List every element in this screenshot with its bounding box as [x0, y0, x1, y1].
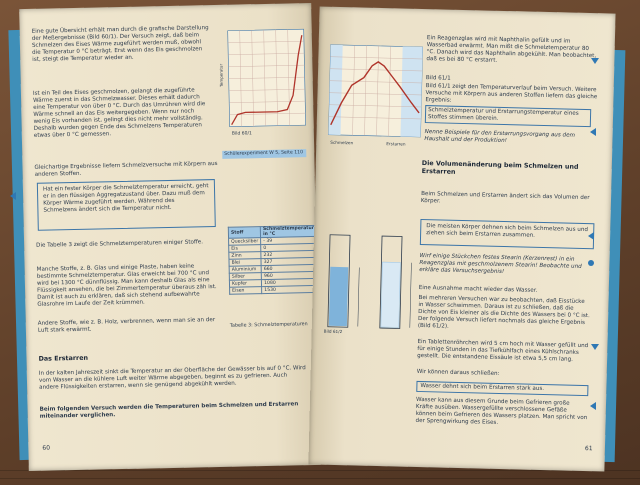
table-header-stoff: Stoff: [228, 227, 260, 239]
paragraph-7: Beim folgenden Versuch werden die Temperaturen beim Schmelzen und Erstarren miteinander verglichen.: [39, 401, 301, 420]
graph-label-schmelzen: Schmelzen: [330, 139, 354, 146]
table-cell: 960: [261, 271, 317, 279]
experiment-label: Schülerexperiment W 5, Seite 110: [224, 150, 304, 157]
rule-box-text: Hat ein fester Körper die Schmelztemperatur erreicht, geht er in den flüssigen Aggregatzustand über. Dazu muß dem Körper Wärme zugeführt werden. Während des Schmelzens ändert sich die Temperatur nicht.: [42, 183, 211, 214]
paragraph-6: In der kalten Jahreszeit sinkt die Temperatur an der Oberfläche der Gewässer bis auf 0 °C. Wird vom Wasser an die kühlere Luft weiter Wärme abgegeben, beginnt es zu gefrieren. Auch andere Flüssigkeiten erstarren, wenn sie genügend abgekühlt werden.: [38, 365, 308, 391]
water-column: [329, 267, 348, 326]
heading-erstarren: Das Erstarren: [38, 353, 89, 363]
tube-illustration: [322, 227, 421, 337]
rule-box: [37, 179, 216, 231]
page-number-left: 60: [42, 444, 51, 452]
wood-grain: [0, 478, 640, 479]
graph-label-erstarren: Erstarren: [386, 141, 406, 147]
table-cell: 1080: [262, 278, 318, 286]
ice-column: [381, 262, 401, 327]
table-cell: 0: [261, 243, 317, 251]
left-page: [19, 3, 321, 471]
graph-caption-right: Bild 61/1: [425, 75, 451, 82]
paragraph-9: Wir können daraus schließen:: [416, 368, 500, 377]
table-cell: Eisen: [230, 287, 262, 295]
margin-arrow-icon: [590, 128, 596, 136]
intro-text: Eine gute Übersicht erhält man durch die grafische Darstellung der Meßergebnisse (Bild 60/1). Der Versuch zeigt, daß beim Schmelzen des Eises Wärme zugeführt werden muß, obwohl die Temperatur 0 °C beträgt. Erst wenn das Eis geschmolzen ist, steigt die Temperatur wieder an.: [31, 25, 211, 63]
table-cell: Eis: [229, 245, 261, 253]
paragraph-5: Andere Stoffe, wie z. B. Holz, verbrennen, wenn man sie an der Luft stark erwärmt.: [37, 317, 217, 334]
table-cell: Kupfer: [229, 280, 261, 288]
table-cell: Quecksilber: [229, 238, 261, 246]
table-cell: Blei: [229, 259, 261, 267]
experiment-label-bar: [222, 149, 306, 159]
page-number-right: 61: [584, 445, 593, 453]
right-page: [308, 6, 615, 471]
paragraph-2: Bild 61/1 zeigt den Temperaturverlauf beim Versuch. Weitere Versuche mit Körpern aus anderen Stoffen liefern das gleiche Ergebnis:: [425, 83, 600, 104]
table-header-temp: Schmelztemperatur in °C: [260, 225, 316, 237]
table-cell: 1530: [262, 285, 318, 293]
rule-box-3: Wasser dehnt sich beim Erstarren stark aus.: [416, 381, 588, 396]
table-cell: Aluminium: [229, 266, 261, 274]
wood-grain: [0, 470, 640, 471]
paragraph-4: Beim Schmelzen und Erstarren ändert sich das Volumen der Körper.: [420, 190, 592, 205]
melting-table: [228, 225, 319, 295]
margin-arrow-icon: [10, 192, 16, 200]
graph-ylabel: Temperatur: [218, 63, 224, 87]
heading-volumenaenderung: Die Volumenänderung beim Schmelzen und Erstarren: [421, 158, 579, 176]
table-cell: - 39: [261, 236, 317, 244]
paragraph-5: Wirf einige Stückchen festes Stearin (Kerzenrest) in ein Reagenzglas mit geschmolzenem Stearin! Beobachte und erkläre das Versuchsergebnis!: [419, 252, 584, 276]
paragraph-3: Gleichartige Ergebnisse liefern Schmelzversuche mit Körpern aus anderen Stoffen.: [34, 160, 220, 178]
paragraph-6: Eine Ausnahme macht wieder das Wasser.: [418, 284, 538, 294]
table-cell: Silber: [229, 273, 261, 281]
margin-arrow-icon: [591, 344, 599, 350]
table-cell: Zinn: [229, 252, 261, 260]
paragraph-8: Ein Tablettenröhrchen wird 5 cm hoch mit Wasser gefüllt und für einige Stunden in das Tiefkühlfach eines Kühlschranks gestellt. Die entstandene Eissäule ist etwa 5,5 cm lang.: [417, 338, 591, 363]
table-cell: 327: [261, 257, 317, 265]
paragraph-10: Wasser kann aus diesem Grunde beim Gefrieren große Kräfte ausüben. Wassergefüllte verschlossene Gefäße können beim Gefrieren des Wassers platzen. Man spricht von der Sprengwirkung des Eises.: [415, 396, 590, 426]
rule-box-1: Schmelztemperatur und Erstarrungstemperatur eines Stoffes stimmen überein.: [425, 105, 591, 127]
tube-caption: Bild 61/2: [323, 328, 343, 335]
table-caption: Tabelle 3: Schmelztemperaturen: [229, 322, 308, 329]
table-reference: Die Tabelle 3 zeigt die Schmelztemperaturen einiger Stoffe.: [36, 239, 204, 249]
margin-arrow-icon: [588, 232, 594, 240]
temperature-graph: [216, 25, 310, 137]
melt-freeze-graph: [324, 41, 427, 153]
paragraph-1: Ein Reagenzglas wird mit Naphthalin gefüllt und im Wasserbad erwärmt. Man mißt die Schmelztemperatur 80 °C. Danach wird das Naphthalin abgekühlt. Man beobachtet, daß es bei 80 °C erstarrt.: [426, 35, 599, 64]
rule-box-2: [420, 219, 595, 249]
rule-box-2-text: Die meisten Körper dehnen sich beim Schmelzen aus und ziehen sich beim Erstarren zusammen.: [426, 223, 590, 239]
graph-caption: Bild 60/1: [231, 131, 252, 137]
paragraph-4: Manche Stoffe, z. B. Glas und einige Plaste, haben keine bestimmte Schmelztemperatur. Glas erweicht bei 700 °C und wird bei 1300 °C dünnflüssig. Man kann deshalb Glas als eine Flüssigkeit ansehen, die bei Zimmertemperatur überaus zäh ist. Damit ist auch zu erklären, daß sich stehend aufbewahrte Glasrohre im Laufe der Zeit krümmen.: [36, 263, 219, 308]
margin-arrow-icon: [590, 402, 596, 410]
paragraph-7: Bei mehreren Versuchen war zu beobachten, daß Eisstücke in Wasser schwimmen. Daraus ist zu schließen, daß die Dichte von Eis kleiner als die Dichte des Wassers bei 0 °C ist. Der folgende Versuch liefert nochmals das gleiche Ergebnis (Bild 61/2).: [417, 294, 592, 330]
paragraph-3: Nenne Beispiele für den Erstarrungsvorgang aus dem Haushalt und der Produktion!: [424, 129, 577, 145]
margin-arrow-icon: [591, 58, 599, 64]
margin-dot-icon: [588, 260, 594, 266]
paragraph-2: Ist ein Teil des Eises geschmolzen, gelangt die zugeführte Wärme zuerst in das Schmelzwasser. Dieses erhält dadurch eine Temperatur von über 0 °C. Durch das Umrühren wird die Wärme schnell an das Eis weitergegeben. Wenn nur noch wenig Eis vorhanden ist, gelingt dies nicht mehr vollständig. Deshalb wurden gegen Ende des Schmelzens Temperaturen etwas über 0 °C gemessen.: [32, 87, 208, 139]
table-cell: 660: [261, 264, 317, 272]
table-cell: 232: [261, 250, 317, 258]
